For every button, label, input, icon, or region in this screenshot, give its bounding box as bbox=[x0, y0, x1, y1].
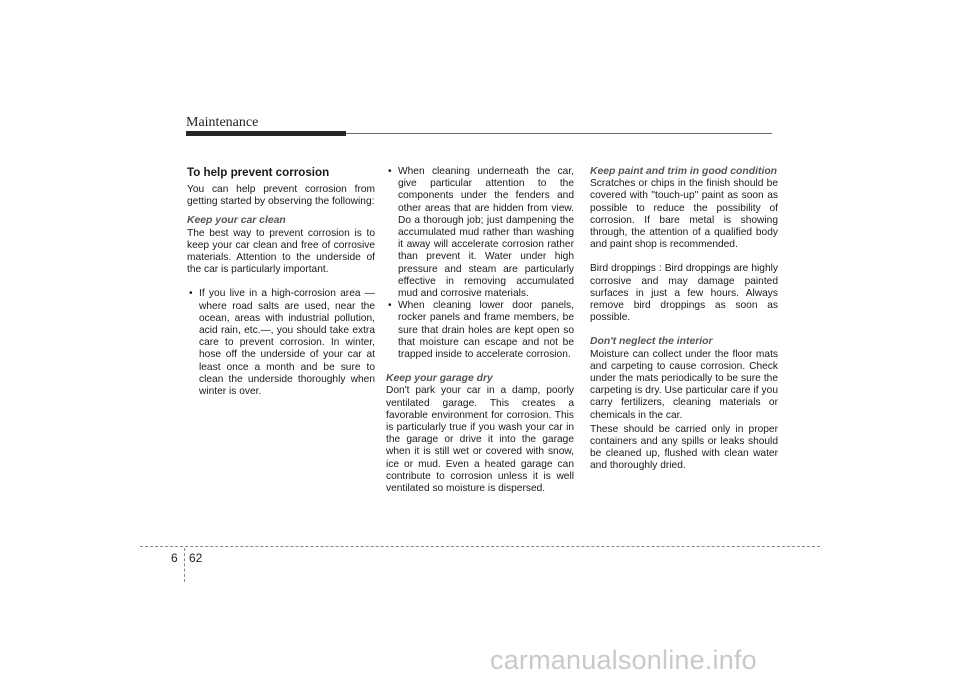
column-3 bbox=[590, 166, 778, 473]
subheading-interior: Don't neglect the interior bbox=[590, 336, 713, 348]
keep-car-clean-paragraph: The best way to prevent corrosion is to keep your car clean and free of corrosive materials. Attention to the underside of the car is particularly important. bbox=[187, 227, 375, 276]
section-heading: To help prevent corrosion bbox=[187, 166, 330, 179]
paint-paragraph: Scratches or chips in the finish should be covered with "touch-up" paint as soon as possible to reduce the possibility of corrosion. If bare metal is showing through, the attention of a qualified body and paint shop is recommended. bbox=[590, 178, 778, 251]
header-accent-bar bbox=[186, 131, 346, 136]
garage-paragraph: Don't park your car in a damp, poorly ventilated garage. This creates a favorable environment for corrosion. This is particularly true if you wash your car in the garage or drive it into the garage when it is still wet or covered with snow, ice or mud. Even a heated garage can contribute to corrosion unless it is well ventilated so moisture is dispersed. bbox=[386, 385, 574, 495]
list-item: • When cleaning lower door panels, rocker panels and frame members, be sure that drain holes are kept open so that moisture can escape and not be trapped inside to accelerate corrosion. bbox=[386, 300, 574, 361]
footer-divider bbox=[184, 548, 185, 582]
subheading-keep-garage-dry: Keep your garage dry bbox=[386, 373, 493, 385]
list-item: • When cleaning underneath the car, give particular attention to the components under the fenders and other areas that are hidden from view. Do a thorough job; just dampening the accumulated mud rather than washing it away will accelerate corrosion rather than prevent it. Water under high pressure and steam are particularly effective in removing accumulated mud and corrosive materials. bbox=[386, 166, 574, 300]
containers-paragraph: These should be carried only in proper containers and any spills or leaks should be cleaned up, flushed with clean water and thoroughly dried. bbox=[590, 423, 778, 472]
subheading-keep-paint: Keep paint and trim in good condition bbox=[590, 166, 778, 177]
watermark-text: carmanualsonline.info bbox=[490, 645, 757, 675]
bullet-list bbox=[386, 166, 574, 361]
intro-paragraph: You can help prevent corrosion from getting started by observing the following: bbox=[187, 184, 375, 208]
bullet-list bbox=[187, 288, 375, 398]
chapter-number: 6 bbox=[171, 551, 178, 565]
list-item: • If you live in a high-corrosion area — where road salts are used, near the ocean, areas with industrial pollution, acid rain, etc.—, you should take extra care to prevent corrosion. In winter, hose off the underside of your car at least once a month and be sure to clean the underside thoroughly when winter is over. bbox=[187, 288, 375, 398]
page-header-title: Maintenance bbox=[186, 115, 259, 130]
footer-rule bbox=[140, 546, 820, 547]
bird-droppings-paragraph: Bird droppings : Bird droppings are highly corrosive and may damage painted surfaces in just a few hours. Always remove bird droppings as soon as possible. bbox=[590, 263, 778, 324]
subheading-keep-car-clean: Keep your car clean bbox=[187, 215, 286, 227]
page-number: 62 bbox=[189, 551, 203, 565]
interior-paragraph: Moisture can collect under the floor mats and carpeting to cause corrosion. Check under the mats periodically to be sure the carpeting is dry. Use particular care if you carry fertilizers, cleaning materials or chemicals in the car. bbox=[590, 348, 778, 421]
column-2 bbox=[386, 166, 574, 495]
column-1 bbox=[187, 166, 375, 398]
